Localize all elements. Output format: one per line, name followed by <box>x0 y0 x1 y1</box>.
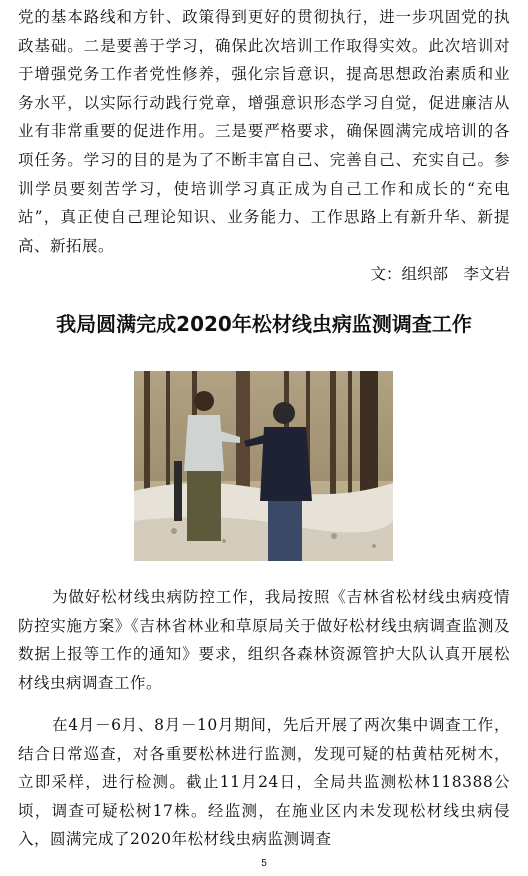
article1-signature: 文：组织部 李文岩 <box>370 265 510 283</box>
page-number: 5 <box>261 858 267 869</box>
article2-paragraph-2: 在4月－6月、8月－10月期间，先后开展了两次集中调查工作，结合日常巡查，对各重要松林进行监测，发现可疑的枯黄枯死树木，立即采样，进行检测。截止11月24日，全局共监测松林118388公顷，调查可疑松树17株。经监测，在施业区内未发现松材线虫病侵入，圆满完成了2020年松材线虫病监测调查 <box>18 716 510 849</box>
article2-title: 我局圆满完成2020年松材线虫病监测调查工作 <box>56 312 472 336</box>
article2-paragraph-1: 为做好松材线虫病防控工作，我局按照《吉林省松材线虫病疫情防控实施方案》《吉林省林业和草原局关于做好松材线虫病调查监测及数据上报等工作的通知》要求，组织各森林资源管护大队认真开展松材线虫病调查工作。 <box>18 588 510 692</box>
forest-survey-photo <box>134 371 393 561</box>
article1-paragraph: 党的基本路线和方针、政策得到更好的贯彻执行，进一步巩固党的执政基础。二是要善于学习，确保此次培训工作取得实效。此次培训对于增强党务工作者党性修养，强化宗旨意识，提高思想政治素质和业务水平，以实际行动践行党章，增强意识形态学习自觉，促进廉洁从业有非常重要的促进作用。三是要严格要求，确保圆满完成培训的各项任务。学习的目的是为了不断丰富自己、完善自己、充实自己。参训学员要刻苦学习，使培训学习真正成为自己工作和成长的“充电站”，真正使自己理论知识、业务能力、工作思路上有新升华、新提高、新拓展。 <box>18 8 510 255</box>
